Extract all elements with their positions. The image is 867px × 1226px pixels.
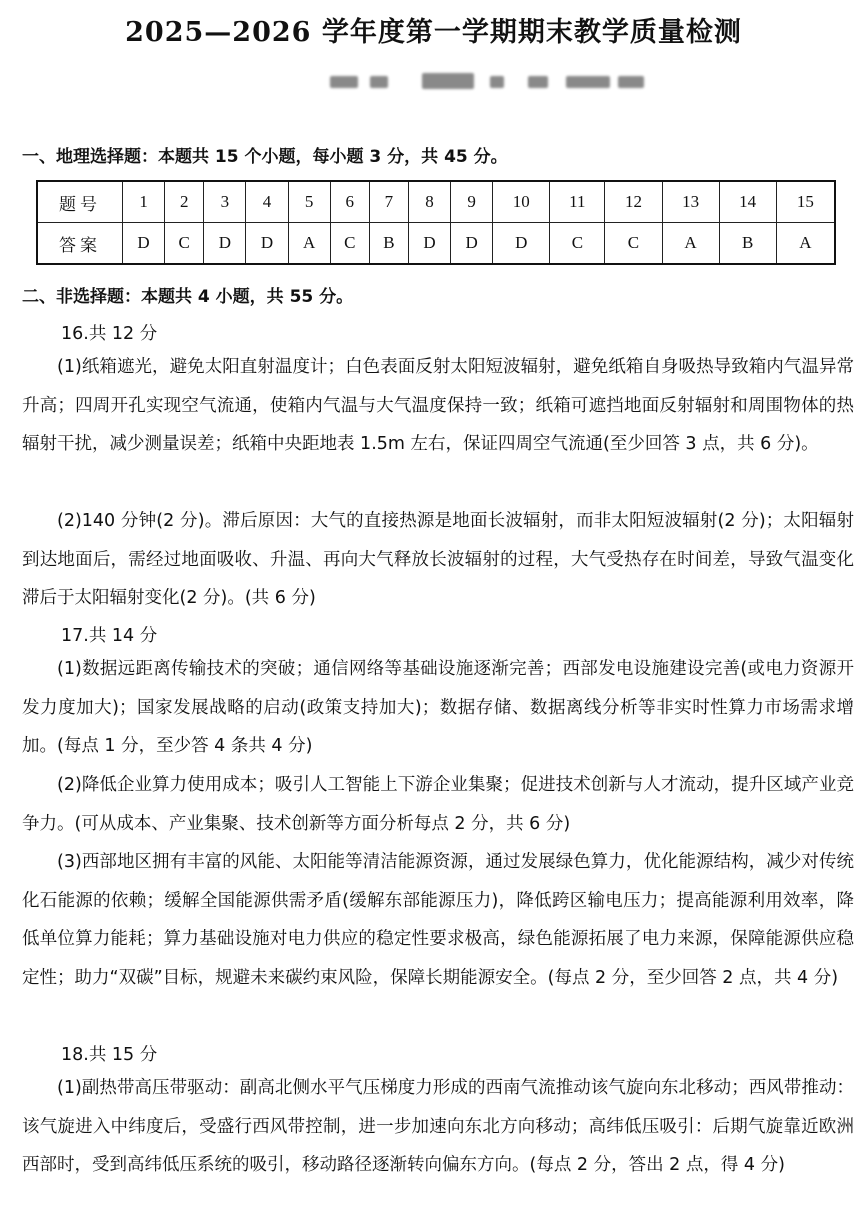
answer-cell: B xyxy=(369,223,408,265)
q17-part2: (2)降低企业算力使用成本；吸引人工智能上下游企业集聚；促进技术创新与人才流动，提升区域产业竞争力。(可从成本、产业集聚、技术创新等方面分析每点 2 分，共 6 分) xyxy=(22,775,854,834)
answer-cell: C xyxy=(330,223,369,265)
question-number: 4 xyxy=(246,181,288,223)
answer-cell: C xyxy=(605,223,662,265)
question-number: 5 xyxy=(288,181,330,223)
answer-cell: A xyxy=(662,223,719,265)
section2-heading: 二、非选择题：本题共 4 小题，共 55 分。 xyxy=(22,287,354,307)
answer-cell: C xyxy=(165,223,204,265)
answer-cell: D xyxy=(204,223,246,265)
answer-table-row1-label: 题号 xyxy=(37,181,123,223)
q17-part3: (3)西部地区拥有丰富的风能、太阳能等清洁能源资源，通过发展绿色算力，优化能源结构，减少对传统化石能源的依赖；缓解全国能源供需矛盾(缓解东部能源压力)，降低跨区输电压力；提高能源利用效率，降低单位算力能耗；算力基础设施对电力供应的稳定性要求极高，绿色能源拓展了电力来源，保障能源供应稳定性；助力“双碳”目标，规避未来碳约束风险，保障长期能源安全。(每点 2 分，至少回答 2 点，共 4 分) xyxy=(22,852,854,988)
answer-table-row2-label: 答案 xyxy=(37,223,123,265)
answer-cell: D xyxy=(408,223,450,265)
question-number: 2 xyxy=(165,181,204,223)
question-number: 14 xyxy=(719,181,776,223)
question-number: 11 xyxy=(550,181,605,223)
question-number: 12 xyxy=(605,181,662,223)
question-number: 13 xyxy=(662,181,719,223)
answer-cell: D xyxy=(246,223,288,265)
q17-part1: (1)数据远距离传输技术的突破；通信网络等基础设施逐渐完善；西部发电设施建设完善(或电力资源开发力度加大)；国家发展战略的启动(政策支持加大)；数据存储、数据离线分析等非实时性算力市场需求增加。(每点 1 分，至少答 4 条共 4 分) xyxy=(22,659,854,756)
question-number: 6 xyxy=(330,181,369,223)
question-number: 1 xyxy=(123,181,165,223)
question-number: 15 xyxy=(776,181,835,223)
blurred-subtitle xyxy=(330,70,660,94)
q18-heading: 18.共 15 分 xyxy=(61,1045,158,1065)
section1-heading: 一、地理选择题：本题共 15 个小题，每小题 3 分，共 45 分。 xyxy=(22,147,508,167)
page-title: 2025—2026 学年度第一学期期末教学质量检测 xyxy=(125,17,742,48)
question-number: 8 xyxy=(408,181,450,223)
question-number: 3 xyxy=(204,181,246,223)
q16-part2: (2)140 分钟(2 分)。滞后原因：大气的直接热源是地面长波辐射，而非太阳短波辐射(2 分)；太阳辐射到达地面后，需经过地面吸收、升温、再向大气释放长波辐射的过程，大气受热存在时间差，导致气温变化滞后于太阳辐射变化(2 分)。(共 6 分) xyxy=(22,511,854,608)
answer-cell: A xyxy=(776,223,835,265)
answer-cell: A xyxy=(288,223,330,265)
q18-part1: (1)副热带高压带驱动：副高北侧水平气压梯度力形成的西南气流推动该气旋向东北移动；西风带推动：该气旋进入中纬度后，受盛行西风带控制，进一步加速向东北方向移动；高纬低压吸引：后期气旋靠近欧洲西部时，受到高纬低压系统的吸引，移动路径逐渐转向偏东方向。(每点 2 分，答出 2 点，得 4 分) xyxy=(22,1078,854,1175)
question-number: 7 xyxy=(369,181,408,223)
q16-heading: 16.共 12 分 xyxy=(61,324,158,344)
answer-cell: B xyxy=(719,223,776,265)
answer-table-number-row xyxy=(37,181,835,223)
q17-heading: 17.共 14 分 xyxy=(61,626,158,646)
answer-cell: D xyxy=(123,223,165,265)
question-number: 10 xyxy=(493,181,550,223)
answer-cell: D xyxy=(493,223,550,265)
answer-table xyxy=(36,180,836,265)
question-number: 9 xyxy=(451,181,493,223)
q16-part1: (1)纸箱遮光，避免太阳直射温度计；白色表面反射太阳短波辐射，避免纸箱自身吸热导致箱内气温异常升高；四周开孔实现空气流通，使箱内气温与大气温度保持一致；纸箱可遮挡地面反射辐射和周围物体的热辐射干扰，减少测量误差；纸箱中央距地表 1.5m 左右，保证四周空气流通(至少回答 3 点，共 6 分)。 xyxy=(22,357,854,454)
answer-table-answer-row xyxy=(37,223,835,265)
answer-cell: D xyxy=(451,223,493,265)
answer-cell: C xyxy=(550,223,605,265)
